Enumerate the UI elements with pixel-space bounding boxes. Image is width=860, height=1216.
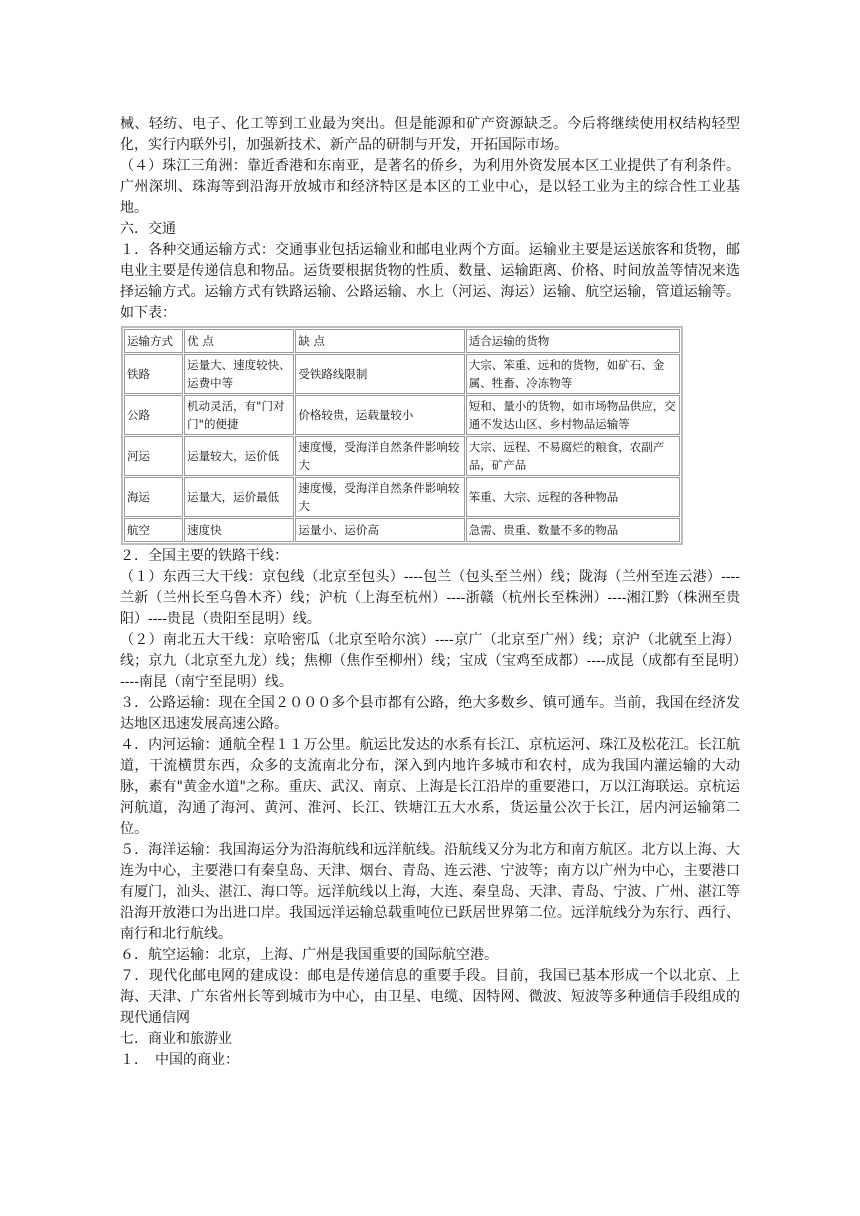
table-cell: 机动灵活，有"门对门"的便捷 [184, 395, 294, 435]
table-header-cell: 缺 点 [295, 329, 464, 353]
document-page [120, 114, 740, 1071]
table-cell: 速度慢，受海洋自然条件影响较大 [295, 436, 464, 476]
paragraph-road-transport: ３．公路运输：现在全国２０００多个县市都有公路，绝大多数乡、镇可通车。当前，我国在经济发达地区迅速发展高速公路。 [120, 695, 740, 732]
table-cell: 运量大，运价最低 [184, 477, 294, 517]
paragraph-air-transport: ６．航空运输：北京，上海、广州是我国重要的国际航空港。 [120, 947, 498, 963]
paragraph-ocean-transport: ５．海洋运输：我国海运分为沿海航线和远洋航线。沿航线又分为北方和南方航区。北方以上海、大连为中心，主要港口有秦皇岛、天津、烟台、青岛、连云港、宁波等；南方以广州为中心，主要港口有厦门，汕头、湛江、海口等。远洋航线以上海，大连、秦皇岛、天津、青岛、宁波、广州、湛江等沿海开放港口为出进口岸。我国远洋运输总载重吨位已跃居世界第二位。远洋航线分为东行、西行、南行和北行航线。 [120, 842, 740, 942]
table-header-cell: 优 点 [184, 329, 294, 353]
table-cell: 大宗、远程、不易腐烂的粮食，农副产品，矿产品 [466, 436, 680, 476]
table-cell: 海运 [124, 477, 183, 517]
paragraph-transport-modes: １．各种交通运输方式：交通事业包括运输业和邮电业两个方面。运输业主要是运送旅客和货物，邮电业主要是传递信息和物品。运货要根据货物的性质、数量、运输距离、价格、时间放盖等情况来选择运输方式。运输方式有铁路运输、公路运输、水上（河运、海运）运输、航空运输，管道运输等。如下表： [120, 242, 740, 321]
table-header-cell: 适合运输的货物 [466, 329, 680, 353]
table-cell: 大宗、笨重、远和的货物，如矿石、金属、牲畜、冷冻物等 [466, 354, 680, 394]
paragraph-china-commerce: １． 中国的商业： [120, 1052, 239, 1068]
table-cell: 受铁路线限制 [295, 354, 464, 394]
table-cell: 公路 [124, 395, 183, 435]
table-cell: 运量小、运价高 [295, 518, 464, 542]
paragraph-postal-network: ７．现代化邮电网的建成设：邮电是传递信息的重要手段。目前，我国已基本形成一个以北京、上海、天津、广东省州长等到城市为中心，由卫星、电缆、因特网、微波、短波等多种通信手段组成的现代通信网 [120, 968, 740, 1026]
table-row [124, 395, 680, 435]
paragraph-north-south-lines: （２）南北五大干线：京哈密瓜（北京至哈尔滨）----京广（北京至广州）线；京沪（北就至上海）线；京九（北京至九龙）线；焦柳（焦作至柳州）线；宝成（宝鸡至成都）----成昆（成都有至昆明）----南昆（南宁至昆明）线。 [120, 632, 740, 690]
paragraph-industry-continued: 械、轻纺、电子、化工等到工业最为突出。但是能源和矿产资源缺乏。今后将继续使用权结构轻型化，实行内联外引，加强新技术、新产品的研制与开发，开拓国际市场。 [120, 116, 740, 153]
table-cell: 短和、量小的货物，如市场物品供应，交通不发达山区、乡村物品运输等 [466, 395, 680, 435]
table-cell: 铁路 [124, 354, 183, 394]
table-cell: 航空 [124, 518, 183, 542]
table-row [124, 436, 680, 476]
table-row [124, 518, 680, 542]
paragraph-railway-heading: ２．全国主要的铁路干线： [120, 548, 288, 564]
table-cell: 急需、贵重、数量不多的物品 [466, 518, 680, 542]
paragraph-inland-waterways: ４．内河运输：通航全程１１万公里。航运比发达的水系有长江、京杭运河、珠江及松花江。长江航道，干流横贯东西，众多的支流南北分布，深入到内地许多城市和农村，成为我国内灌运输的大动脉，素有"黄金水道"之称。重庆、武汉、南京、上海是长江沿岸的重要港口，万以江海联运。京杭运河航道，沟通了海河、黄河、淮河、长江、铁塘江五大水系，货运量公次于长江，居内河运输第二位。 [120, 737, 740, 837]
table-row [124, 477, 680, 517]
paragraph-east-west-lines: （１）东西三大干线：京包线（北京至包头）----包兰（包头至兰州）线；陇海（兰州至连云港）----兰新（兰州长至乌鲁木齐）线；沪杭（上海至杭州）----浙赣（杭州长至株洲）----湘江黔（株洲至贵阳）----贵昆（贵阳至昆明）线。 [120, 569, 740, 627]
section-heading-transport: 六．交通 [120, 221, 176, 237]
table-cell: 运量大、速度较快、运费中等 [184, 354, 294, 394]
section-heading-commerce-tourism: 七．商业和旅游业 [120, 1031, 232, 1047]
transport-modes-table [121, 326, 683, 545]
table-header-cell: 运输方式 [124, 329, 183, 353]
paragraph-pearl-river-delta: （４）珠江三角洲：靠近香港和东南亚，是著名的侨乡，为利用外资发展本区工业提供了有利条件。广州深圳、珠海等到沿海开放城市和经济特区是本区的工业中心，是以轻工业为主的综合性工业基地。 [120, 158, 740, 216]
table-cell: 价格较贵，运载量较小 [295, 395, 464, 435]
table-cell: 河运 [124, 436, 183, 476]
table-cell: 笨重、大宗、远程的各种物品 [466, 477, 680, 517]
table-header-row [124, 329, 680, 353]
table-cell: 速度慢，受海洋自然条件影响较大 [295, 477, 464, 517]
table-cell: 速度快 [184, 518, 294, 542]
table-row [124, 354, 680, 394]
table-cell: 运量较大，运价低 [184, 436, 294, 476]
